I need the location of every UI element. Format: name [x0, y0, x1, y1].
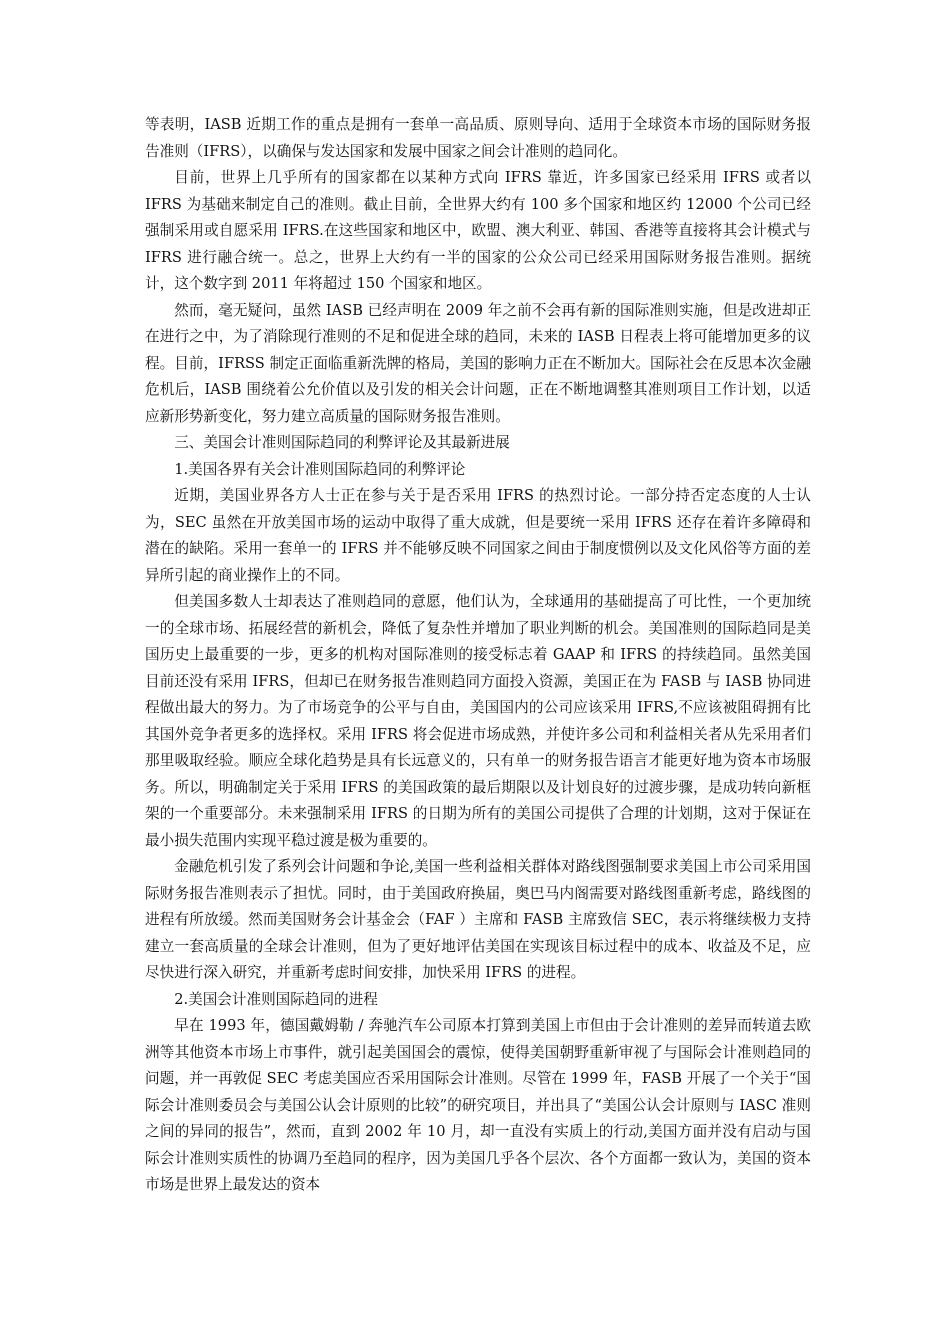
document-page	[145, 112, 811, 1199]
paragraph-opposing-views: 近期，美国业界各方人士正在参与关于是否采用 IFRS 的热烈讨论。一部分持否定态度的人士认为，SEC 虽然在开放美国市场的运动中取得了重大成就，但是要统一采用 IFRS 还存在着许多障碍和潜在的缺陷。采用一套单一的 IFRS 并不能够反映不同国家之间由于制度惯例以及文化风俗等方面的差异所引起的商业操作上的不同。	[145, 487, 811, 584]
paragraph-intro-continuation: 等表明，IASB 近期工作的重点是拥有一套单一高品质、原则导向、适用于全球资本市场的国际财务报告准则（IFRS），以确保与发达国家和发展中国家之间会计准则的趋同化。	[145, 116, 811, 160]
paragraph-financial-crisis: 金融危机引发了系列会计问题和争论,美国一些利益相关群体对路线图强制要求美国上市公司采用国际财务报告准则表示了担忧。同时，由于美国政府换届，奥巴马内阁需要对路线图重新考虑，路线图的进程有所放缓。然而美国财务会计基金会（FAF ）主席和 FASB 主席致信 SEC，表示将继续极力支持建立一套高质量的全球会计准则，但为了更好地评估美国在实现该目标过程中的成本、收益及不足，应尽快进行深入研究，并重新考虑时间安排，加快采用 IFRS 的进程。	[145, 858, 811, 981]
paragraph-supporting-views: 但美国多数人士却表达了准则趋同的意愿，他们认为，全球通用的基础提高了可比性，一个更加统一的全球市场、拓展经营的新机会，降低了复杂性并增加了职业判断的机会。美国准则的国际趋同是美国历史上最重要的一步，更多的机构对国际准则的接受标志着 GAAP 和 IFRS 的持续趋同。虽然美国目前还没有采用 IFRS，但却已在财务报告准则趋同方面投入资源，美国正在为 FASB 与 IASB 协同进程做出最大的努力。为了市场竞争的公平与自由，美国国内的公司应该采用 IFRS,不应该被阻碍拥有比其国外竞争者更多的选择权。采用 IFRS 将会促进市场成熟，并使许多公司和利益相关者从先采用者们那里吸取经验。顺应全球化趋势是具有长远意义的，只有单一的财务报告语言才能更好地为资本市场服务。所以，明确制定关于采用 IFRS 的美国政策的最后期限以及计划良好的过渡步骤，是成功转向新框架的一个重要部分。未来强制采用 IFRS 的日期为所有的美国公司提供了合理的计划期，这对于保证在最小损失范围内实现平稳过渡是极为重要的。	[145, 593, 811, 849]
subsection-heading-2: 2.美国会计准则国际趋同的进程	[174, 990, 378, 1008]
paragraph-iasb-agenda: 然而，毫无疑问，虽然 IASB 已经声明在 2009 年之前不会再有新的国际准则实施，但是改进却正在进行之中，为了消除现行准则的不足和促进全球的趋同，未来的 IASB 日程表上将可能增加更多的议程。目前，IFRSS 制定正面临重新洗牌的格局，美国的影响力正在不断加大。国际社会在反思本次金融危机后，IASB 围绕着公允价值以及引发的相关会计问题，正在不断地调整其准则项目工作计划，以适应新形势新变化，努力建立高质量的国际财务报告准则。	[145, 301, 811, 425]
section-heading-3: 三、美国会计准则国际趋同的利弊评论及其最新进展	[174, 434, 510, 451]
paragraph-ifrs-adoption: 目前，世界上几乎所有的国家都在以某种方式向 IFRS 靠近，许多国家已经采用 IFRS 或者以 IFRS 为基础来制定自己的准则。截止目前，全世界大约有 100 多个国家和地区约 12000 个公司已经强制采用或自愿采用 IFRS.在这些国家和地区中，欧盟、澳大利亚、韩国、香港等直接将其会计模式与 IFRS 进行融合统一。总之，世界上大约有一半的国家的公众公司已经采用国际财务报告准则。据统计，这个数字到 2011 年将超过 150 个国家和地区。	[145, 169, 811, 292]
subsection-heading-1: 1.美国各界有关会计准则国际趋同的利弊评论	[174, 460, 466, 478]
paragraph-convergence-history: 早在 1993 年，德国戴姆勒 / 奔驰汽车公司原本打算到美国上市但由于会计准则的差异而转道去欧洲等其他资本市场上市事件，就引起美国国会的震惊，使得美国朝野重新审视了与国际会计准则趋同的问题，并一再敦促 SEC 考虑美国应否采用国际会计准则。尽管在 1999 年，FASB 开展了一个关于“国际会计准则委员会与美国公认会计原则的比较”的研究项目，并出具了“美国公认会计原则与 IASC 准则之间的异同的报告”，然而，直到 2002 年 10 月，却一直没有实质上的行动,美国方面并没有启动与国际会计准则实质性的协调乃至趋同的程序，因为美国几乎各个层次、各个方面都一致认为，美国的资本市场是世界上最发达的资本	[145, 1017, 811, 1193]
